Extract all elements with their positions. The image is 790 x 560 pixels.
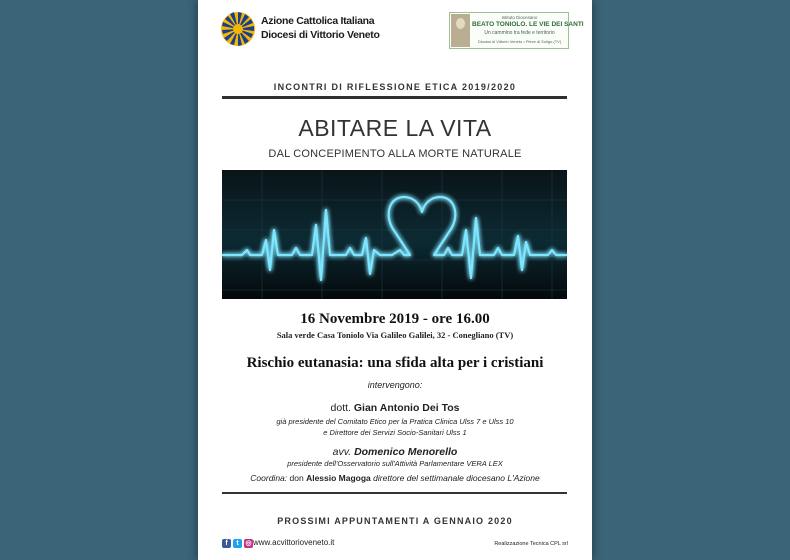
partner-line-1: Istituto Diocesano — [501, 15, 538, 20]
speaker-2-name — [198, 446, 592, 458]
event-poster — [198, 0, 592, 560]
portrait-image — [451, 14, 470, 47]
speaker-1-role — [198, 416, 592, 438]
series-heading: INCONTRI DI RIFLESSIONE ETICA 2019/2020 — [273, 82, 517, 92]
divider — [222, 492, 567, 494]
divider — [222, 96, 567, 99]
website-link[interactable]: www.acvittorioveneto.it — [253, 538, 335, 547]
coordinator-fullname: Alessio Magoga — [306, 473, 371, 483]
instagram-icon[interactable]: ◎ — [245, 540, 252, 547]
twitter-icon[interactable]: t — [233, 539, 242, 548]
poster-subtitle: DAL CONCEPIMENTO ALLA MORTE NATURALE — [268, 148, 522, 160]
speaker-1-name — [198, 402, 592, 414]
facebook-icon[interactable]: f — [222, 539, 231, 548]
speaker-1-role-line-1: già presidente del Comitato Etico per la Pratica Clinica Ulss 7 e Ulss 10 — [276, 417, 514, 426]
partner-line-2: BEATO TONIOLO. LE VIE DEI SANTI — [472, 21, 584, 28]
speaker-2-title: avv. — [332, 446, 352, 458]
production-credit: Realizzazione Tecnica CPL srl — [494, 541, 568, 547]
coordinator-label: Coordina: — [250, 473, 288, 483]
coordinator-name — [290, 473, 371, 483]
toniolo-logo — [449, 12, 584, 49]
partner-line-3: Un cammino tra fede e territorio — [484, 30, 555, 36]
event-venue: Sala verde Casa Toniolo Via Galileo Galilei, 32 - Conegliano (TV) — [276, 330, 514, 340]
event-date: 16 Novembre 2019 - ore 16.00 — [300, 311, 490, 327]
next-events-heading: PROSSIMI APPUNTAMENTI A GENNAIO 2020 — [277, 516, 513, 526]
coordinator — [198, 473, 592, 483]
coordinator-description: direttore del settimanale diocesano L'Azione — [373, 473, 540, 483]
speakers-intro: intervengono: — [367, 380, 423, 390]
event-topic: Rischio eutanasia: una sfida alta per i cristiani — [246, 355, 544, 371]
organization-line-2: Diocesi di Vittorio Veneto — [261, 28, 380, 41]
poster-title: ABITARE LA VITA — [298, 115, 492, 141]
speaker-2-role: presidente dell'Osservatorio sull'Attività Parlamentare VERA LEX — [287, 459, 503, 468]
speaker-1-fullname: Gian Antonio Dei Tos — [353, 402, 460, 414]
speaker-2-fullname: Domenico Menorello — [354, 446, 458, 458]
social-icons — [222, 539, 253, 549]
coordinator-title: don — [289, 473, 304, 483]
heartbeat-heart-image — [222, 170, 567, 299]
organization-line-1: Azione Cattolica Italiana — [261, 15, 375, 27]
organization-name — [261, 15, 380, 42]
speaker-1-title: dott. — [330, 402, 351, 414]
speaker-1-role-line-2: e Direttore dei Servizi Socio-Sanitari Ulss 1 — [323, 428, 467, 437]
partner-line-4: Diocesi di Vittorio Veneto • Pieve di Soligo (TV) — [477, 39, 562, 44]
azione-cattolica-logo — [220, 11, 256, 47]
